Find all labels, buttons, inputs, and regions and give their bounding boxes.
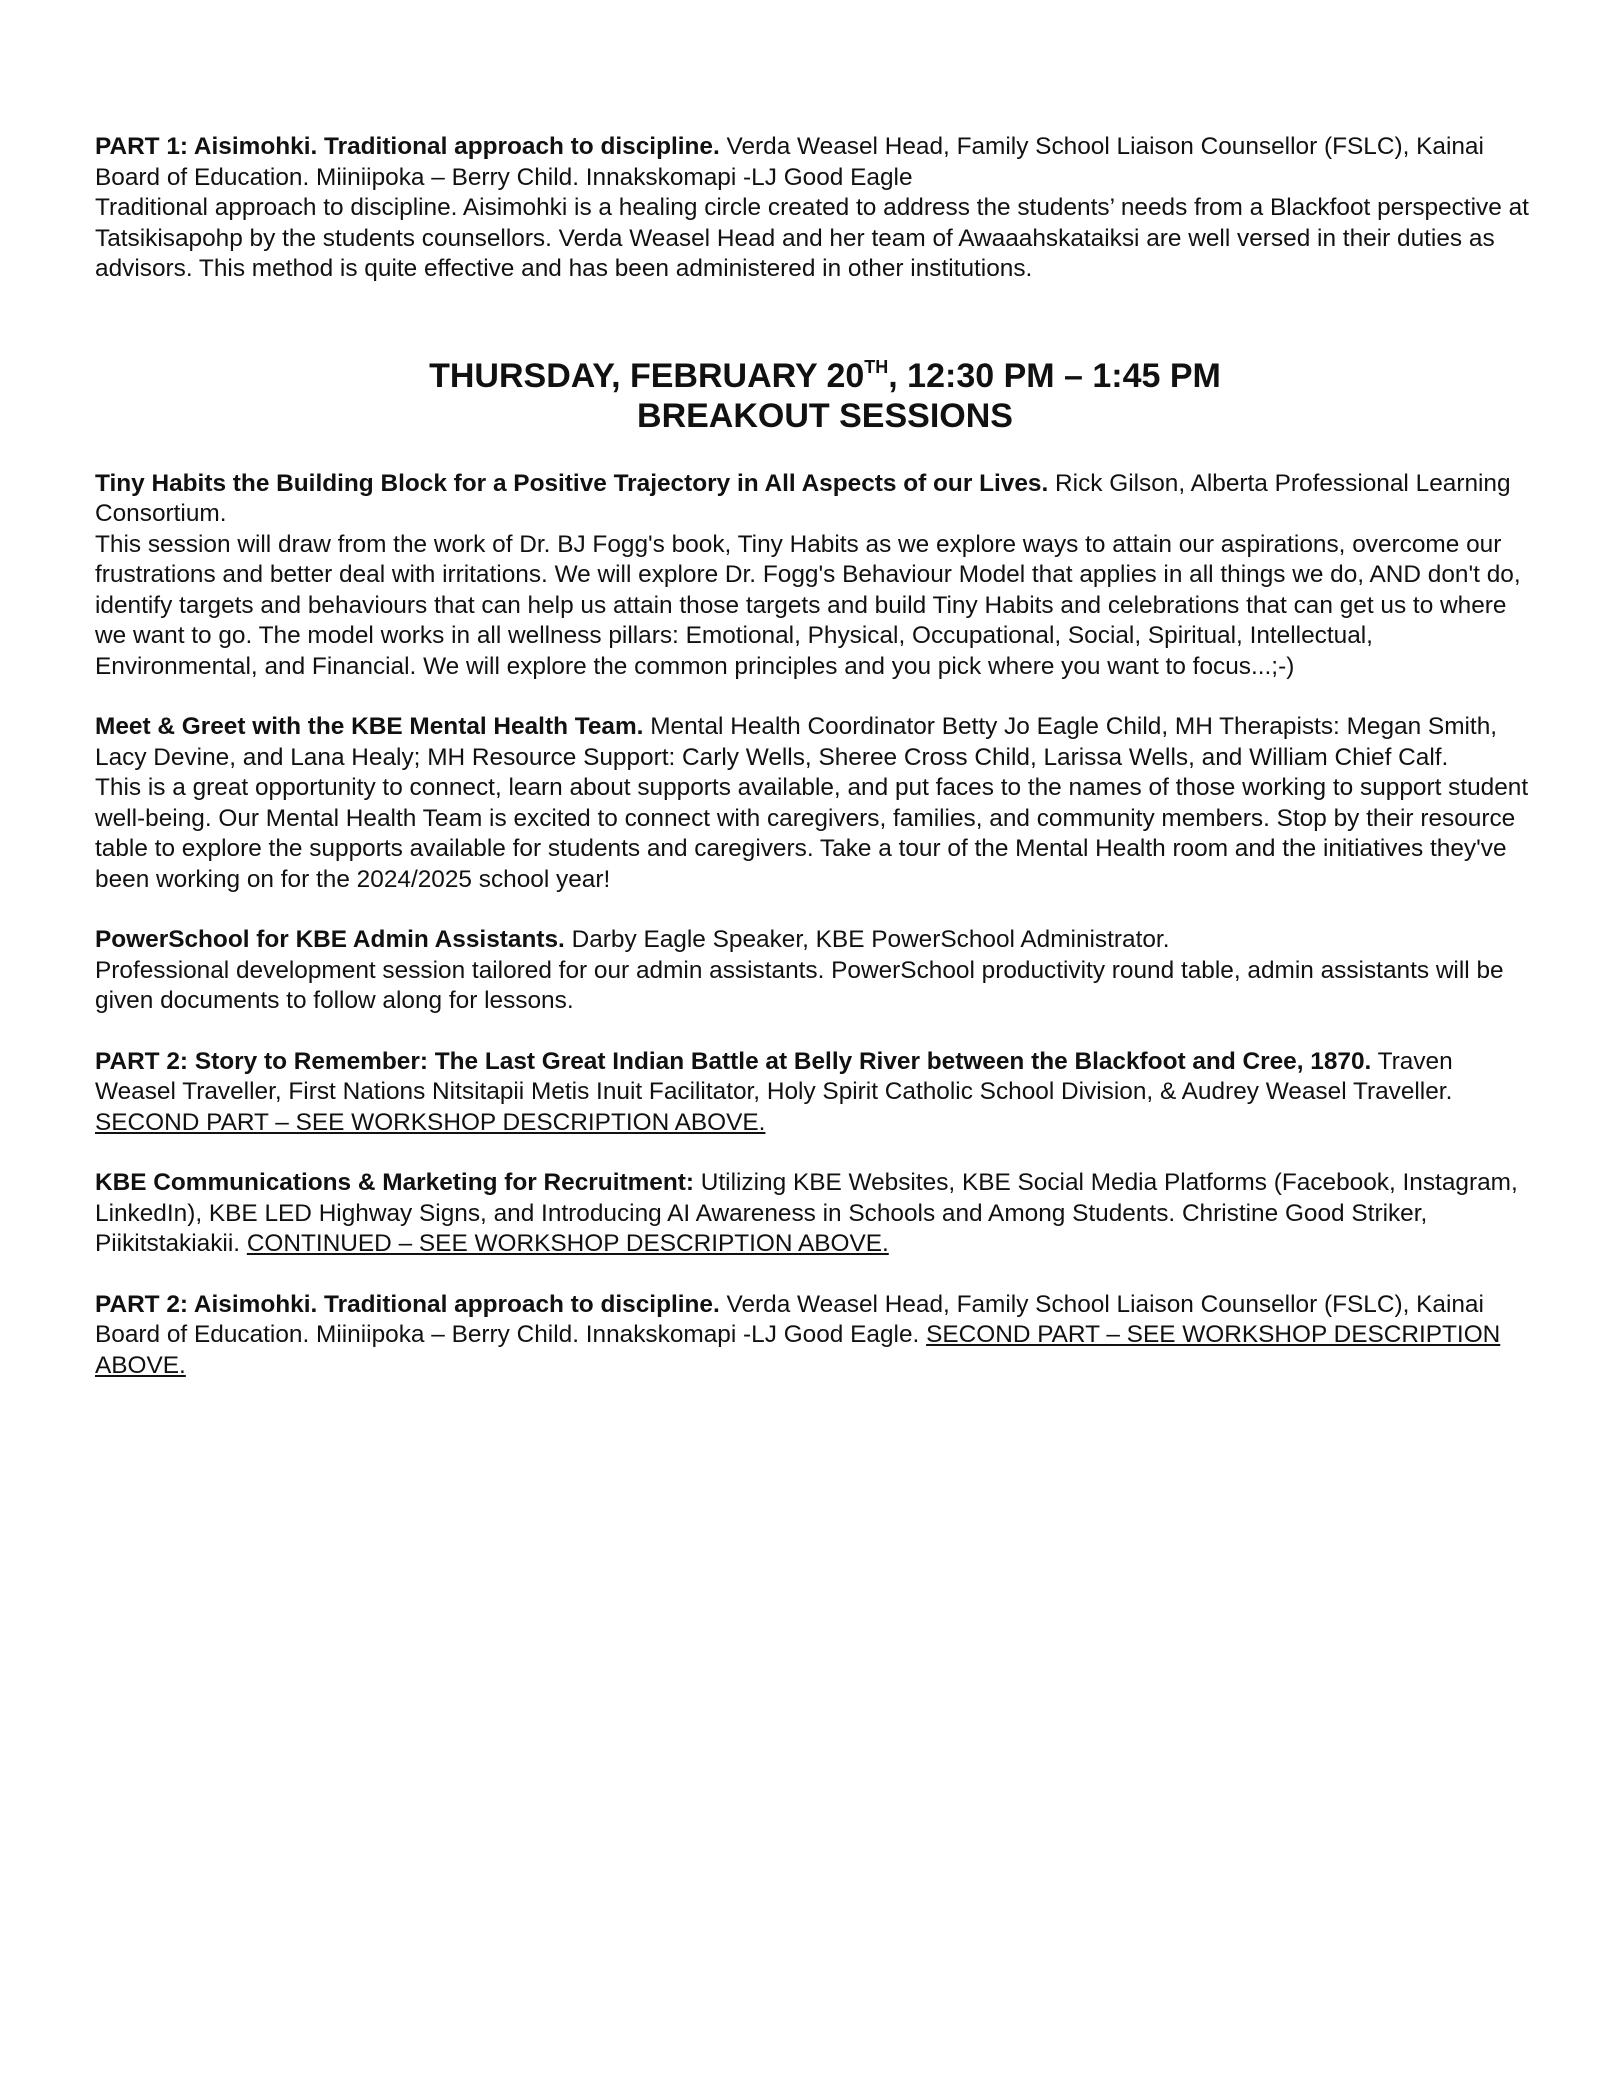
session-description: This is a great opportunity to connect, learn about supports available, and put faces to the names of those working to support student well-being. Our Mental Health Team is excited to connect with caregivers, families, and community members. Stop by their resource table to explore the supports available for students and caregivers. Take a tour of the Mental Health room and the initiatives they've been working on for the 2024/2025 school year!	[95, 774, 1529, 893]
see-description-link[interactable]: SECOND PART – SEE WORKSHOP DESCRIPTION ABOVE.	[95, 1321, 1501, 1379]
session-title: Tiny Habits the Building Block for a Positive Trajectory in All Aspects of our Lives.	[95, 469, 1049, 497]
schedule-heading	[95, 356, 1535, 436]
heading-date-suffix: TH	[864, 356, 889, 377]
see-description-link[interactable]: SECOND PART – SEE WORKSHOP DESCRIPTION ABOVE.	[95, 1108, 766, 1136]
session-description: Traditional approach to discipline. Aisimohki is a healing circle created to address the students’ needs from a Blackfoot perspective at Tatsikisapohp by the students counsellors. Verda Weasel Head and her team of Awaaahskataiksi are well versed in their duties as advisors. This method is quite effective and has been administered in other institutions.	[95, 194, 1529, 282]
session-part2-story	[95, 1047, 1535, 1139]
session-presenters: Verda Weasel Head, Family School Liaison Counsellor (FSLC), Kainai Board of Education. Miiniipoka – Berry Child. Innakskomapi -LJ Good Eagle.	[95, 1290, 1484, 1348]
session-title: Meet & Greet with the KBE Mental Health Team.	[95, 713, 644, 740]
session-title: PART 2: Story to Remember: The Last Great Indian Battle at Belly River between the Blackfoot and Cree, 1870.	[95, 1047, 1372, 1075]
session-header	[95, 469, 1535, 530]
heading-breakout-sessions: BREAKOUT SESSIONS	[637, 396, 1013, 435]
session-mental-health-team	[95, 712, 1535, 895]
session-header	[95, 1290, 1535, 1382]
session-presenters: Verda Weasel Head, Family School Liaison Counsellor (FSLC), Kainai Board of Education. Miiniipoka – Berry Child. Innakskomapi -LJ Good Eagle	[95, 133, 1484, 191]
session-title: PART 1: Aisimohki. Traditional approach to discipline.	[95, 133, 720, 160]
document-page	[95, 132, 1535, 1411]
session-description: This session will draw from the work of Dr. BJ Fogg's book, Tiny Habits as we explore ways to attain our aspirations, overcome our frustrations and better deal with irritations. We will explore Dr. Fogg's Behaviour Model that applies in all things we do, AND don't do, identify targets and behaviours that can help us attain those targets and build Tiny Habits and celebrations that can get us to where we want to go. The model works in all wellness pillars: Emotional, Physical, Occupational, Social, Spiritual, Intellectual, Environmental, and Financial. We will explore the common principles and you pick where you want to focus...;-)	[95, 530, 1521, 680]
session-description: Professional development session tailored for our admin assistants. PowerSchool productivity round table, admin assistants will be given documents to follow along for lessons.	[95, 956, 1504, 1014]
session-communications	[95, 1168, 1535, 1260]
session-presenters: Rick Gilson, Alberta Professional Learning Consortium.	[95, 469, 1511, 527]
session-powerschool	[95, 925, 1535, 1017]
session-tiny-habits	[95, 469, 1535, 683]
session-header	[95, 1168, 1535, 1260]
session-header	[95, 1047, 1535, 1139]
heading-time: , 12:30 PM – 1:45 PM	[888, 356, 1221, 395]
session-title: PART 2: Aisimohki. Traditional approach to discipline.	[95, 1290, 720, 1318]
session-presenters: Traven Weasel Traveller, First Nations Nitsitapii Metis Inuit Facilitator, Holy Spirit Catholic School Division, & Audrey Weasel Traveller.	[95, 1047, 1453, 1105]
session-part1-aisimohki	[95, 132, 1535, 285]
session-presenters: Mental Health Coordinator Betty Jo Eagle Child, MH Therapists: Megan Smith, Lacy Devine, and Lana Healy; MH Resource Support: Carly Wells, Sheree Cross Child, Larissa Wells, and William Chief Calf.	[95, 713, 1498, 771]
session-title: KBE Communications & Marketing for Recruitment:	[95, 1169, 694, 1196]
heading-date: THURSDAY, FEBRUARY 20	[429, 356, 865, 395]
session-presenters: Utilizing KBE Websites, KBE Social Media Platforms (Facebook, Instagram, LinkedIn), KBE LED Highway Signs, and Introducing AI Awareness in Schools and Among Students. Christine Good Striker, Piikitstakiakii.	[95, 1169, 1518, 1257]
see-description-link[interactable]: CONTINUED – SEE WORKSHOP DESCRIPTION ABOVE.	[246, 1230, 889, 1257]
session-header	[95, 925, 1535, 956]
session-title: PowerSchool for KBE Admin Assistants.	[95, 926, 565, 953]
session-part2-aisimohki	[95, 1290, 1535, 1382]
heading-date-time	[115, 356, 1535, 396]
session-presenters: Darby Eagle Speaker, KBE PowerSchool Administrator.	[571, 926, 1170, 953]
session-header	[95, 132, 1535, 193]
session-header	[95, 712, 1535, 773]
